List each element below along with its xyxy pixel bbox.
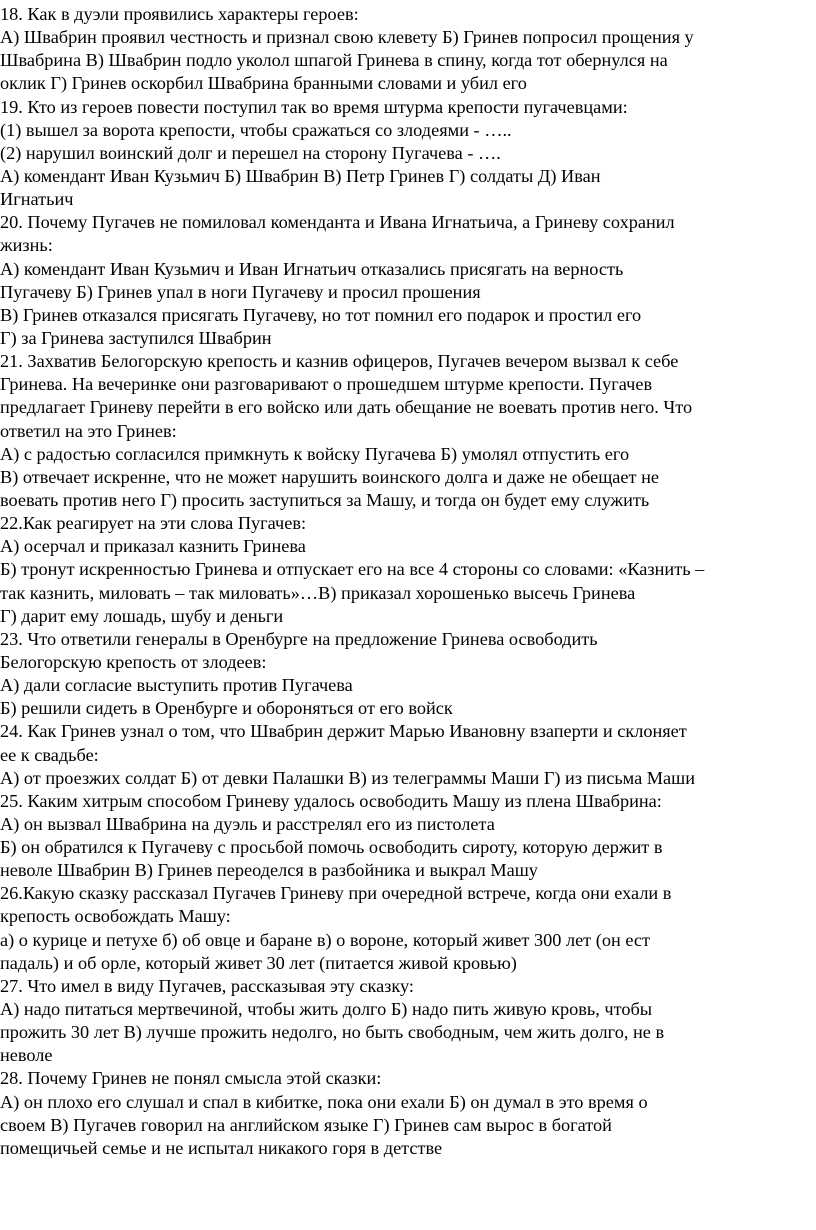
text-line: 20. Почему Пугачев не помиловал коменданта и Ивана Игнатьича, а Гриневу сохранил [0, 212, 675, 233]
text-line: А) осерчал и приказал казнить Гринева [0, 536, 306, 557]
text-line: В) отвечает искренне, что не может нарушить воинского долга и даже не обещает не [0, 466, 659, 487]
text-line: В) Гринев отказался присягать Пугачеву, но тот помнил его подарок и простил его [0, 304, 642, 325]
text-line: своем В) Пугачев говорил на английском языке Г) Гринев сам вырос в богатой [0, 1114, 612, 1135]
text-line: воевать против него Г) просить заступиться за Машу, и тогда он будет ему служить [0, 489, 650, 510]
text-line: А) с радостью согласился примкнуть к войску Пугачева Б) умолял отпустить его [0, 443, 630, 464]
text-line: ответил на это Гринев: [0, 420, 177, 441]
text-line: А) комендант Иван Кузьмич Б) Швабрин В) Петр Гринев Г) солдаты Д) Иван [0, 165, 601, 186]
text-line: Б) он обратился к Пугачеву с просьбой помочь освободить сироту, которую держит в [0, 837, 663, 858]
text-line: 23. Что ответили генералы в Оренбурге на предложение Гринева освободить [0, 628, 598, 649]
text-line: 25. Каким хитрым способом Гриневу удалось освободить Машу из плена Швабрина: [0, 790, 662, 811]
text-line: 19. Кто из героев повести поступил так во время штурма крепости пугачевцами: [0, 96, 628, 117]
text-line: Б) тронут искренностью Гринева и отпускает его на все 4 стороны со словами: «Казнить – [0, 559, 705, 580]
text-line: 22.Как реагирует на эти слова Пугачев: [0, 513, 307, 534]
text-line: оклик Г) Гринев оскорбил Швабрина бранными словами и убил его [0, 73, 527, 94]
text-line: А) он плохо его слушал и спал в кибитке, пока они ехали Б) он думал в это время о [0, 1091, 648, 1112]
text-line: Б) решили сидеть в Оренбурге и обороняться от его войск [0, 698, 453, 719]
text-line: неволе [0, 1045, 53, 1066]
text-line: 18. Как в дуэли проявились характеры героев: [0, 4, 359, 24]
text-line: Швабрина В) Швабрин подло уколол шпагой Гринева в спину, когда тот обернулся на [0, 50, 668, 71]
text-line: Г) дарит ему лошадь, шубу и деньги [0, 605, 284, 626]
text-line: Гринева. На вечеринке они разговаривают о прошедшем штурме крепости. Пугачев [0, 374, 653, 395]
text-line: Г) за Гринева заступился Швабрин [0, 327, 272, 348]
text-line: Игнатьич [0, 189, 74, 210]
text-line: А) Швабрин проявил честность и признал свою клевету Б) Гринев попросил прощения у [0, 27, 694, 48]
text-line: 21. Захватив Белогорскую крепость и казнив офицеров, Пугачев вечером вызвал к себе [0, 351, 679, 372]
text-line: так казнить, миловать – так миловать»…В) приказал хорошенько высечь Гринева [0, 582, 636, 603]
text-line: помещичьей семье и не испытал никакого горя в детстве [0, 1137, 443, 1158]
text-line: Белогорскую крепость от злодеев: [0, 651, 267, 672]
text-line: падаль) и об орле, который живет 30 лет (питается живой кровью) [0, 952, 517, 973]
text-line: 24. Как Гринев узнал о том, что Швабрин держит Марью Ивановну взаперти и склоняет [0, 721, 687, 742]
text-line: (2) нарушил воинский долг и перешел на сторону Пугачева - …. [0, 142, 501, 163]
text-line: А) дали согласие выступить против Пугачева [0, 675, 353, 696]
text-line: а) о курице и петухе б) об овце и баране в) о вороне, который живет 300 лет (он ест [0, 929, 650, 950]
text-line: А) он вызвал Швабрина на дуэль и расстрелял его из пистолета [0, 813, 495, 834]
text-line: А) комендант Иван Кузьмич и Иван Игнатьич отказались присягать на верность [0, 258, 624, 279]
text-line: прожить 30 лет В) лучше прожить недолго, но быть свободным, чем жить долго, не в [0, 1022, 665, 1043]
text-line: 26.Какую сказку рассказал Пугачев Гриневу при очередной встрече, когда они ехали в [0, 883, 672, 904]
text-line: неволе Швабрин В) Гринев переоделся в разбойника и выкрал Машу [0, 860, 538, 881]
text-line: крепость освобождать Машу: [0, 906, 231, 927]
text-line: 27. Что имел в виду Пугачев, рассказывая эту сказку: [0, 975, 415, 996]
text-line: А) надо питаться мертвечиной, чтобы жить долго Б) надо пить живую кровь, чтобы [0, 999, 653, 1020]
text-line: Пугачеву Б) Гринев упал в ноги Пугачеву и просил прошения [0, 281, 481, 302]
text-line: жизнь: [0, 235, 53, 256]
text-line: 28. Почему Гринев не понял смысла этой сказки: [0, 1068, 382, 1089]
text-line: ее к свадьбе: [0, 744, 99, 765]
text-line: (1) вышел за ворота крепости, чтобы сражаться со злодеями - ….. [0, 119, 512, 140]
text-line: А) от проезжих солдат Б) от девки Палашки В) из телеграммы Маши Г) из письма Маши [0, 767, 696, 788]
text-line: предлагает Гриневу перейти в его войско или дать обещание не воевать против него. Что [0, 397, 693, 418]
